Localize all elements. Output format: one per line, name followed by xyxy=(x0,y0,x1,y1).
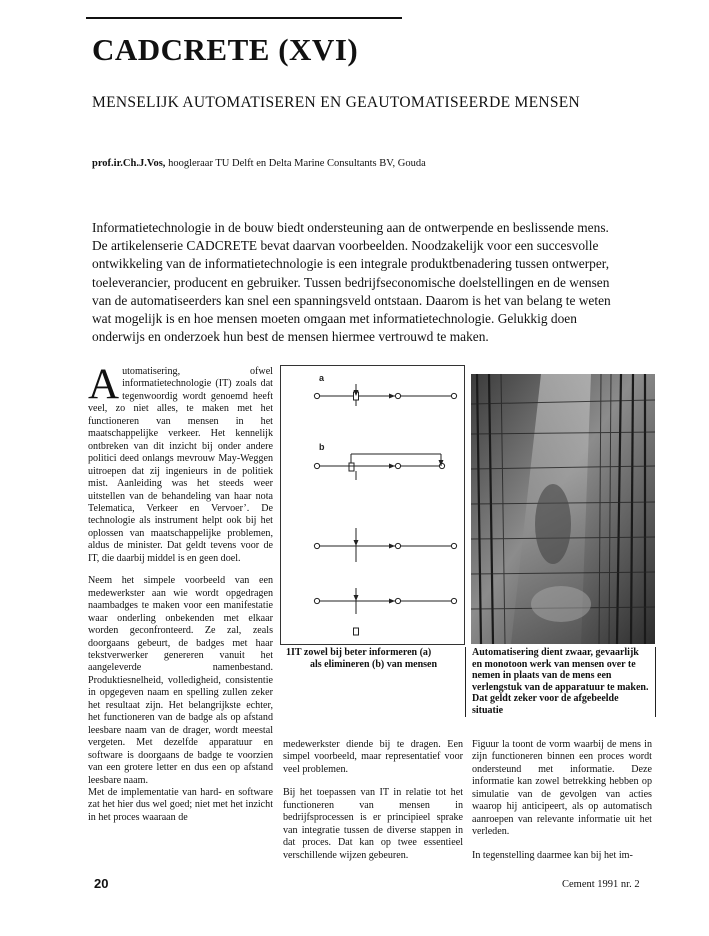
caption-divider-2 xyxy=(655,647,656,717)
figure-1-diagram xyxy=(280,365,465,645)
column-1-paragraph-2: Neem het simpele voorbeeld van een medewerkster aan wie wordt opgedragen naambadges te maken voor een manifestatie waar onderling onbekenden met elkaar worden geconfronteerd. Ze zal, zeals doorgaans gebeurt, de badges met haar tekstverwerker genereren vanuit het aangeleverde namenbestand. Produktiesnelheid, volledigheid, consistentie in opgegeven naam en spelling zullen zeker het resultaat zijn. Het belangrijkste echter, het functioneren van de badge als op afstand leesbare naam van de drager, wordt meestal vergeten. Met dezelfde apparatuur en software is doorgaans de badge te voorzien van een grotere letter en dus een op afstand leesbare naam. xyxy=(88,575,273,786)
author-name: prof.ir.Ch.J.Vos, xyxy=(92,158,166,169)
figure-1-caption-line-1: 1IT zowel bij beter informeren (a) xyxy=(286,647,432,658)
author-line xyxy=(92,158,426,169)
column-2-paragraph-2: Bij het toepassen van IT in relatie tot het functioneren van mensen in bedrijfsprocessen is er principieel sprake van integratie tussen de diverse stappen in dat proces. Dat kan op twee essentieel verschillende wijzen gebeuren. xyxy=(283,787,463,861)
article-title: CADCRETE (XVI) xyxy=(92,32,359,67)
caption-divider-1 xyxy=(465,647,466,717)
article-subtitle: MENSELIJK AUTOMATISEREN EN GEAUTOMATISEERDE MENSEN xyxy=(92,94,581,111)
figure-1-label-a: a xyxy=(319,373,325,383)
column-3 xyxy=(472,739,652,862)
figure-1-label-b: b xyxy=(319,442,325,452)
figure-2-caption: Automatisering dient zwaar, gevaarlijk en monotoon werk van mensen over te nemen in plaats van de mens een verlengstuk van de apparatuur te maken. Dat geldt zeker voor de afgebeelde situatie xyxy=(472,647,649,716)
column-1-paragraph-3: Met de implementatie van hard- en software zat het hier dus wel goed; niet met het inzicht in het proces waaraan de xyxy=(88,786,273,823)
column-3-paragraph-1: Figuur la toont de vorm waarbij de mens in zijn functioneren binnen een proces wordt ondersteund met informatie. Deze informatie kan zowel betrekking hebben op simulatie van de gevolgen van acties waarop hij anticipeert, als op automatisch aanroepen van relevante informatie uit het verleden. xyxy=(472,739,652,838)
column-2 xyxy=(283,739,463,862)
column-3-paragraph-2: In tegenstelling daarmee kan bij het im- xyxy=(472,849,633,861)
figure-1-caption xyxy=(280,647,465,671)
page-number: 20 xyxy=(94,876,109,891)
figure-1-caption-line-2: als elimineren (b) van mensen xyxy=(310,659,438,670)
drop-cap: A xyxy=(88,361,120,408)
construction-photo xyxy=(471,374,655,644)
column-1-paragraph-1-text: utomatisering, ofwel informatietechnologie (IT) zoals dat tegenwoordig wordt genoemd heeft veel, zo niet alles, te maken met het functioneren van mensen in het maatschappelijke verkeer. Het kennelijk ontbreken van dit inzicht bij onder andere politici deed onlangs mevrouw May-Weggen uitroepen dat zij ingenieurs in de politiek mist. Aanleiding was het steeds weer uitstellen van de behandeling van haar nota Telematica, Verkeer en Vervoer’. De technologie als instrument helpt ook bij het oplossen van maatschappelijke problemen, aldus de minister. Dat geldt tevens voor de IT, die daarbij middel is en geen doel. xyxy=(88,366,273,564)
journal-footer: Cement 1991 nr. 2 xyxy=(562,879,640,890)
author-affiliation: hoogleraar TU Delft en Delta Marine Consultants BV, Gouda xyxy=(165,158,426,169)
column-2-paragraph-1: medewerkster diende bij te dragen. Een simpel voorbeeld, maar representatief voor veel problemen. xyxy=(283,739,463,775)
photo-svg xyxy=(471,374,655,644)
top-rule xyxy=(86,17,402,19)
column-1 xyxy=(88,361,273,824)
intro-paragraph: Informatietechnologie in de bouw biedt ondersteuning aan de ontwerpende en beslissende mens. De artikelenserie CADCRETE bevat daarvan voorbeelden. Noodzakelijk voor een succesvolle ontwikkeling van de informatietechnologie is een integrale produktbenadering tussen ontwerper, toeleverancier, producent en gebruiker. Tussen bedrijfseconomische doelstellingen en de wensen van de automatiseerders kan snel een spanningsveld ontstaan. Daarom is het van belang te weten wat mogelijk is en hoe mensen moeten omgaan met informatietechnologie. Gelukkig doen onderwijs en onderzoek hun best de mensen hiermee vertrouwd te maken. xyxy=(92,220,611,345)
column-1-paragraph-1 xyxy=(88,361,273,565)
figure-1-svg xyxy=(281,366,466,646)
